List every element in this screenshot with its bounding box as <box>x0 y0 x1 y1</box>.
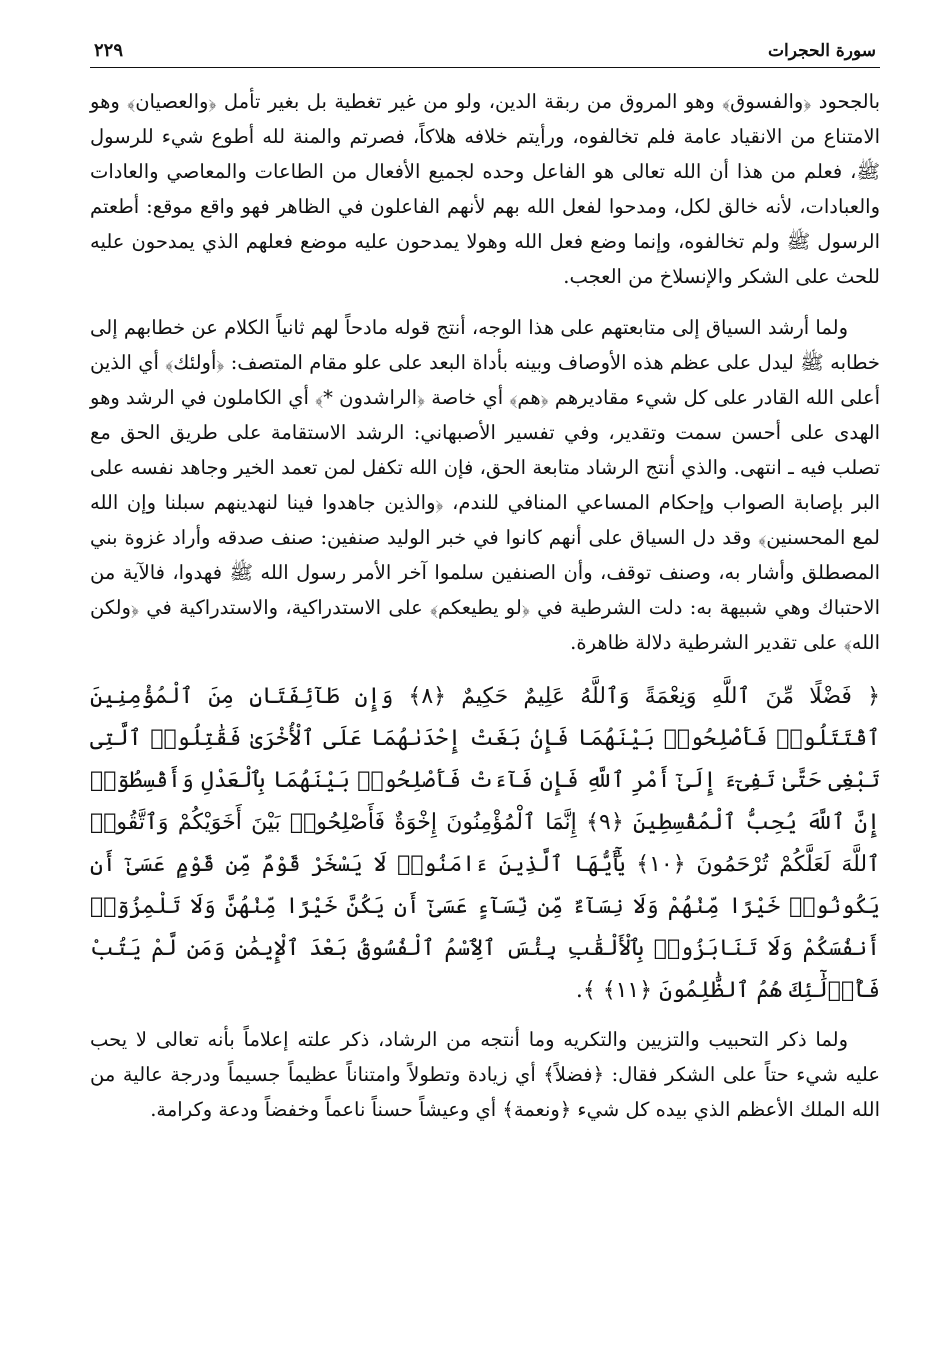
surah-title: سورة الحجرات <box>767 41 876 61</box>
paragraph-2: ولما أرشد السياق إلى متابعتهم على هذا الوجه، أنتج قوله مادحاً لهم ثانياً الكلام عن خطابهم إلى خطابه ﷺ ليدل على عظم هذه الأوصاف وبينه بأداة البعد على علو مقام المتصف: ﴿أولئك﴾ أي الذين أعلى الله القادر على كل شيء مقاديرهم ﴿هم﴾ أي خاصة ﴿الراشدون *﴾ أي الكاملون في الرشد وهو الهدى على أحسن سمت وتقدير، وفي تفسير الأصبهاني: الرشد الاستقامة على طريق الحق مع تصلب فيه ـ انتهى. والذي أنتج الرشاد متابعة الحق، فإن الله تكفل لمن تعمد الخير وجاهد نفسه على البر بإصابة الصواب وإحكام المساعي المنافي للندم، ﴿والذين جاهدوا فينا لنهدينهم سبلنا وإن الله لمع المحسنين﴾ وقد دل السياق على أنهم كانوا في خبر الوليد صنفين: صنف صدقه وأراد غزوة بني المصطلق وأشار به، وصنف توقف، وأن الصنفين سلموا آخر الأمر رسول الله ﷺ فهدوا، فالآية من الاحتباك وهي شبيهة به: دلت الشرطية في ﴿لو يطيعكم﴾ على الاستدراكية، والاستدراكية في ﴿ولكن الله﴾ على تقدير الشرطية دلالة ظاهرة. <box>90 316 880 654</box>
book-page <box>90 40 880 1320</box>
page-header <box>90 40 880 68</box>
quran-passage: ﴿ فَضْلًا مِّنَ ٱللَّهِ وَنِعْمَةً وَٱللَّهُ عَلِيمٌ حَكِيمٌ ﴿٨﴾ وَإِن طَآئِفَتَانِ مِنَ ٱلْمُؤْمِنِينَ ٱقْتَتَلُوا۟ فَأَصْلِحُوا۟ بَيْنَهُمَا فَإِنۢ بَغَتْ إِحْدَىٰهُمَا عَلَى ٱلْأُخْرَىٰ فَقَٰتِلُوا۟ ٱلَّتِى تَبْغِى حَتَّىٰ تَفِىٓءَ إِلَىٰٓ أَمْرِ ٱللَّهِ فَإِن فَآءَتْ فَأَصْلِحُوا۟ بَيْنَهُمَا بِٱلْعَدْلِ وَأَقْسِطُوٓا۟ إِنَّ ٱللَّهَ يُحِبُّ ٱلْمُقْسِطِينَ ﴿٩﴾ إِنَّمَا ٱلْمُؤْمِنُونَ إِخْوَةٌ فَأَصْلِحُوا۟ بَيْنَ أَخَوَيْكُمْ وَٱتَّقُوا۟ ٱللَّهَ لَعَلَّكُمْ تُرْحَمُونَ ﴿١٠﴾ يَٰٓأَيُّهَا ٱلَّذِينَ ءَامَنُوا۟ لَا يَسْخَرْ قَوْمٌ مِّن قَوْمٍ عَسَىٰٓ أَن يَكُونُوا۟ خَيْرًا مِّنْهُمْ وَلَا نِسَآءٌ مِّن نِّسَآءٍ عَسَىٰٓ أَن يَكُنَّ خَيْرًا مِّنْهُنَّ وَلَا تَلْمِزُوٓا۟ أَنفُسَكُمْ وَلَا تَنَابَزُوا۟ بِٱلْأَلْقَٰبِ بِئْسَ ٱلِٱسْمُ ٱلْفُسُوقُ بَعْدَ ٱلْإِيمَٰنِ وَمَن لَّمْ يَتُبْ فَأُو۟لَٰٓئِكَ هُمُ ٱلظَّٰلِمُونَ ﴿١١﴾ ﴾. <box>90 684 880 1003</box>
page-number: ٢٢٩ <box>94 40 124 61</box>
paragraph-1: بالجحود ﴿والفسوق﴾ وهو المروق من ربقة الدين، ولو من غير تغطية بل بغير تأمل ﴿والعصيان﴾ وهو الامتناع من الانقياد عامة فلم تخالفوه، ورأيتم خلافه هلاكاً، فصرتم والمنة لله أطوع شيء للرسول ﷺ، فعلم من هذا أن الله تعالى هو الفاعل وحده لجميع الأفعال من الطاعات والمعاصي والعادات والعبادات، لأنه خالق لكل، ومدحوا لفعل الله بهم لأنهم الفاعلون في الظاهر فهو واقع موقع: أطعتم الرسول ﷺ ولم تخالفوه، وإنما وضع فعل الله وهولا يمدحون عليه موضع فعلهم الذي يمدحون عليه للحث على الشكر والإنسلاخ من العجب. <box>90 90 880 288</box>
closing-paragraph: ولما ذكر التحبيب والتزيين والتكريه وما أنتجه من الرشاد، ذكر علته إعلاماً بأنه تعالى لا يحب عليه شيء حتاً على الشكر فقال: ﴿فضلاً﴾ أي زيادة وتطولاً وامتناناً عظيماً جسيماً ودرجة عالية من الله الملك الأعظم الذي بيده كل شيء ﴿ونعمة﴾ أي وعيشاً حسناً ناعماً وخفضاً ودعة وكرامة. <box>90 1028 880 1121</box>
